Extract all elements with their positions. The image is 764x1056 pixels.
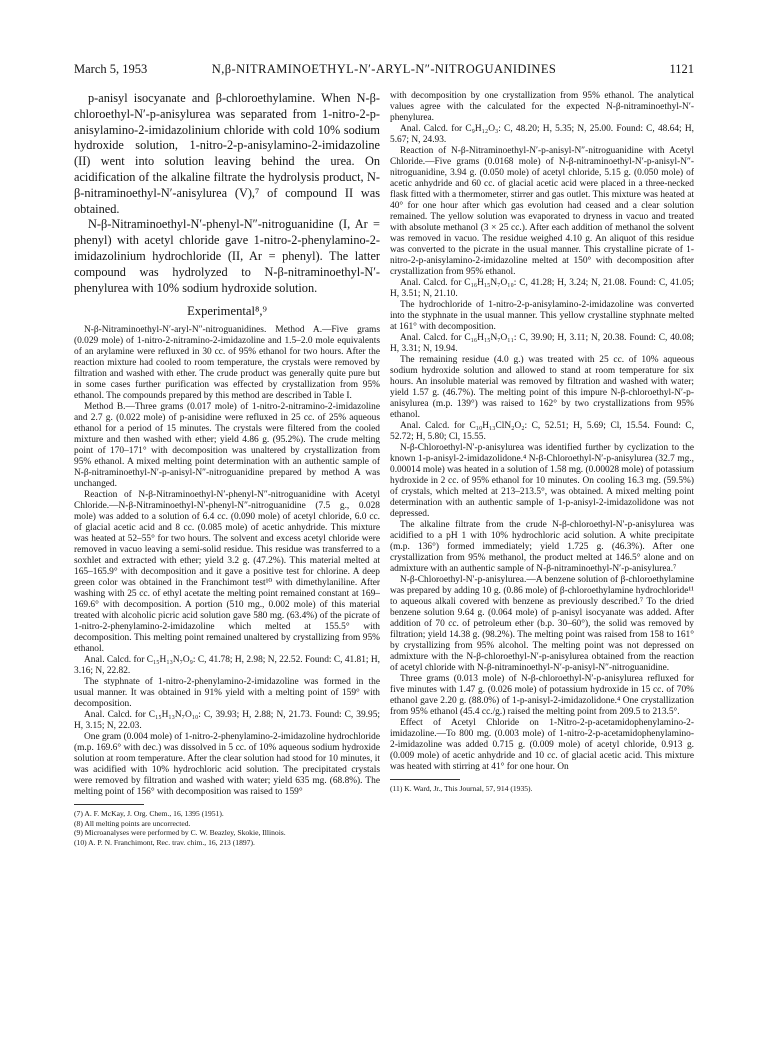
section-heading: Experimental⁸,⁹ — [187, 304, 267, 319]
analysis-paragraph: Anal. Calcd. for C₁₀H₁₃ClN₂O₂: C, 52.51; H, 5.69; Cl, 15.54. Found: C, 52.72; H, 5.80; Cl, 15.55. — [390, 421, 694, 442]
analysis-paragraph: Anal. Calcd. for C₁₅H₁₃N₇O₉: C, 41.78; H, 2.98; N, 22.52. Found: C, 41.81; H, 3.16; N, 22.82. — [74, 655, 380, 677]
footnote: (9) Microanalyses were performed by C. W. Beazley, Skokie, Illinois. — [74, 828, 286, 838]
page-number: 1121 — [669, 62, 694, 76]
body-paragraph: The styphnate of 1-nitro-2-phenylamino-2-imidazoline was formed in the usual manner. It was obtained in 91% yield with a melting point of 159° with decomposition. — [74, 677, 380, 710]
body-paragraph: N-β-Chloroethyl-N′-p-anisylurea.—A benzene solution of β-chloroethylamine was prepared by adding 10 g. (0.86 mole) of β-chloroethylamine hydrochloride¹¹ to aqueous alkali covered with benzene as previously described.⁷ To the dried benzene solution 9.64 g. (0.064 mole) of p-anisyl isocyanate was added. After addition of 70 cc. of petroleum ether (b.p. 30–60°), the solid was removed by filtration; yield 14.38 g. (98.2%). The melting point was raised from 158 to 161° by crystallizing from 95% alcohol. The melting point was not depressed on admixture with the N-β-chloroethyl-N′-p-anisylurea obtained from the reaction of acetyl chloride with N-β-nitraminoethyl-N′-p-anisyl-N″-nitroguanidine. — [390, 575, 694, 673]
body-paragraph: Reaction of N-β-Nitraminoethyl-N′-phenyl-N″-nitroguanidine with Acetyl Chloride.—N-β-Nitraminoethyl-N′-phenyl-N″-nitroguanidine (7.5 g., 0.028 mole) was added to a solution of 6.4 cc. (0.090 mole) of acetyl chloride, 6.0 cc. of glacial acetic acid and 8 cc. (0.085 mole) of acetic anhydride. This mixture was heated at 52–55° for two hours. The solvent and excess acetyl chloride were removed in vacuo leaving a semi-solid residue. This residue was transferred to a soxhlet and extracted with ether; yield 3.2 g. (47.2%). This material melted at 165–165.9° with decomposition and it gave a positive test for chlorine. A deep green color was obtained in the Franchimont test¹⁰ with dimethylaniline. After washing with 25 cc. of ethyl acetate the melting point remained constant at 169–169.6° with decomposition. A portion (510 mg., 0.002 mole) of this material treated with alcoholic picric acid solution gave 580 mg. (63.4%) of the picrate of 1-nitro-2-phenylamino-2-imidazoline which melted at 155.5° with decomposition. This melting point remained unaltered by crystallizing from 95% ethanol. — [74, 490, 380, 655]
body-paragraph: The hydrochloride of 1-nitro-2-p-anisylamino-2-imidazoline was converted into the styphnate in the usual manner. This yellow crystalline styphnate melted at 161° with decomposition. — [390, 300, 694, 332]
body-paragraph: The alkaline filtrate from the crude N-β-chloroethyl-N′-p-anisylurea was acidified to a pH 1 with 10% hydrochloric acid solution. A white precipitate (m.p. 136°) formed immediately; yield 1.725 g. (46.3%). After one crystallization from 95% methanol, the product melted at 146.5° alone and on admixture with an authentic sample of N-β-nitraminoethyl-N′-p-anisylurea.⁷ — [390, 520, 694, 574]
footnote: (7) A. F. McKay, J. Org. Chem., 16, 1395 (1951). — [74, 809, 224, 819]
intro-paragraph: N-β-Nitraminoethyl-N′-phenyl-N″-nitroguanidine (I, Ar = phenyl) with acetyl chloride gave 1-nitro-2-phenylamino-2-imidazolinium hydrochloride (II, Ar = phenyl). The latter compound was hydrolyzed to N-β-nitraminoethyl-N′-phenylurea with 10% sodium hydroxide solution. — [74, 217, 380, 295]
analysis-paragraph: Anal. Calcd. for C₁₆H₁₅N₇O₁₁: C, 39.90; H, 3.11; N, 20.38. Found: C, 40.08; H, 3.31; N, 19.94. — [390, 333, 694, 354]
footnote: (11) K. Ward, Jr., This Journal, 57, 914 (1935). — [390, 784, 533, 793]
left-column — [74, 91, 380, 1056]
body-paragraph: The remaining residue (4.0 g.) was treated with 25 cc. of 10% aqueous sodium hydroxide solution and allowed to stand at room temperature for six hours. An insoluble material was removed by filtration and washed with water; yield 1.57 g. (46.7%). The melting point of this impure N-β-chloroethyl-N′-p-anisylurea (m.p. 139°) was raised to 162° by two crystallizations from 95% ethanol. — [390, 355, 694, 420]
footnote-divider — [390, 779, 460, 780]
footnote: (10) A. P. N. Franchimont, Rec. trav. chim., 16, 213 (1897). — [74, 837, 255, 847]
body-paragraph: Three grams (0.013 mole) of N-β-chloroethyl-N′-p-anisylurea refluxed for five minutes with 1.47 g. (0.026 mole) of potassium hydroxide in 15 cc. of 70% ethanol gave 2.20 g. (88.0%) of 1-p-anisyl-2-imidazolidone.⁴ One crystallization from 95% ethanol (45.4 cc./g.) raised the melting point from 209.5 to 213.5°. — [390, 674, 694, 717]
page-header — [74, 62, 694, 80]
body-paragraph: One gram (0.004 mole) of 1-nitro-2-phenylamino-2-imidazoline hydrochloride (m.p. 169.6° with dec.) was dissolved in 5 cc. of 10% aqueous sodium hydroxide solution at room temperature. After the clear solution had stood for 10 minutes, it was acidified with 10% hydrochloric acid solution. The precipitated crystals were removed by filtration and washed with water; yield 635 mg. (68.8%). The melting point of 156° with decomposition was raised to 159° — [74, 732, 380, 798]
running-title: N,β-NITRAMINOETHYL-N′-ARYL-N″-NITROGUANIDINES — [211, 62, 557, 76]
footnote-divider — [74, 804, 144, 805]
intro-paragraph: p-anisyl isocyanate and β-chloroethylamine. When N-β-chloroethyl-N′-p-anisylurea was separated from 1-nitro-2-p-anisylamino-2-imidazolinium chloride with cold 10% sodium hydroxide solution, 1-nitro-2-p-anisylamino-2-imidazoline (II) went into solution leaving behind the urea. On acidification of the alkaline filtrate the hydrolysis product, N-β-nitraminoethyl-N′-anisylurea (V),⁷ of compound II was obtained. — [74, 91, 380, 216]
body-paragraph: Effect of Acetyl Chloride on 1-Nitro-2-p-acetamidophenylamino-2-imidazoline.—To 800 mg. (0.003 mole) of 1-nitro-2-p-acetamidophenylamino-2-imidazoline was added 0.715 g. (0.009 mole) of acetyl chloride, 0.913 g. (0.009 mole) of acetic anhydride and 10 cc. of glacial acetic acid. This mixture was heated with stirring at 41° for one hour. On — [390, 718, 694, 772]
body-paragraph: N-β-Chloroethyl-N′-p-anisylurea was identified further by cyclization to the known 1-p-anisyl-2-imidazolidone.⁴ N-β-Chloroethyl-N′-p-anisylurea (32.7 mg., 0.00014 mole) was heated in a solution of 1.58 mg. (0.00028 mole) of potassium hydroxide in 2 cc. of 95% ethanol for 10 minutes. On cooling 16.3 mg. (59.5%) of crystals, which melted at 213–213.5°, was obtained. A mixed melting point determination with an authentic sample of 1-p-anisyl-2-imidazolidone was not depressed. — [390, 443, 694, 519]
footnote: (8) All melting points are uncorrected. — [74, 818, 191, 828]
analysis-paragraph: Anal. Calcd. for C₁₆H₁₅N₇O₁₀: C, 41.28; H, 3.24; N, 21.08. Found: C, 41.05; H, 3.51; N, 21.10. — [390, 278, 694, 299]
body-paragraph: Method B.—Three grams (0.017 mole) of 1-nitro-2-nitramino-2-imidazoline and 2.7 g. (0.022 mole) of p-anisidine were refluxed in 25 cc. of 25% aqueous ethanol for a period of 15 minutes. The crystals were filtered from the cooled mixture and then washed with ether; yield 4.86 g. (95.2%). The crude melting point of 170–171° with decomposition was unaltered by crystallization from 95% ethanol. A mixed melting point determination with an authentic sample of N-β-nitraminoethyl-N′-p-anisyl-N″-nitroguanidine prepared by method A was unchanged. — [74, 402, 380, 490]
analysis-paragraph: Anal. Calcd. for C₉H₁₂O₃: C, 48.20; H, 5.35; N, 25.00. Found: C, 48.64; H, 5.67; N, 24.93. — [390, 124, 694, 145]
header-date: March 5, 1953 — [74, 62, 148, 76]
body-paragraph: N-β-Nitraminoethyl-N′-aryl-N″-nitroguanidines. Method A.—Five grams (0.029 mole) of 1-nitro-2-nitramino-2-imidazoline and 1.5–2.0 mole equivalents of an arylamine were refluxed in 30 cc. of 95% ethanol for two hours. After the reaction mixture had cooled to room temperature, the crystals were removed by filtration and washed with ether. The crude product was generally quite pure but in some cases further purification was effected by crystallization from 95% ethanol. The compounds prepared by this method are described in Table I. — [74, 325, 380, 402]
analysis-paragraph: Anal. Calcd. for C₁₅H₁₃N₇O₁₀: C, 39.93; H, 2.88; N, 21.73. Found: C, 39.95; H, 3.15; N, 22.03. — [74, 710, 380, 732]
body-paragraph: Reaction of N-β-Nitraminoethyl-N′-p-anisyl-N″-nitroguanidine with Acetyl Chloride.—Five grams (0.0168 mole) of N-β-nitraminoethyl-N′-p-anisyl-N″-nitroguanidine, 3.94 g. (0.050 mole) of acetyl chloride, 5.15 g. (0.050 mole) of acetic anhydride and 60 cc. of glacial acetic acid were placed in a three-necked flask fitted with a thermometer, stirrer and gas outlet. This mixture was heated at 40° for one hour after which gas evolution had ceased and a clear solution remained. The yellow solution was evaporated to dryness in vacuo and treated with absolute methanol (3 × 25 cc.). After each addition of methanol the solvent was removed in vacuo. The residue weighed 4.10 g. An aliquot of this residue was converted to the picrate in the usual manner. This crystalline picrate of 1-nitro-2-p-anisylamino-2-imidazoline melted at 150° with decomposition after crystallization from 95% ethanol. — [390, 146, 694, 277]
body-paragraph: with decomposition by one crystallization from 95% ethanol. The analytical values agree with the calculated for the expected N-β-nitraminoethyl-N′-phenylurea. — [390, 91, 694, 123]
right-column — [390, 91, 694, 1056]
